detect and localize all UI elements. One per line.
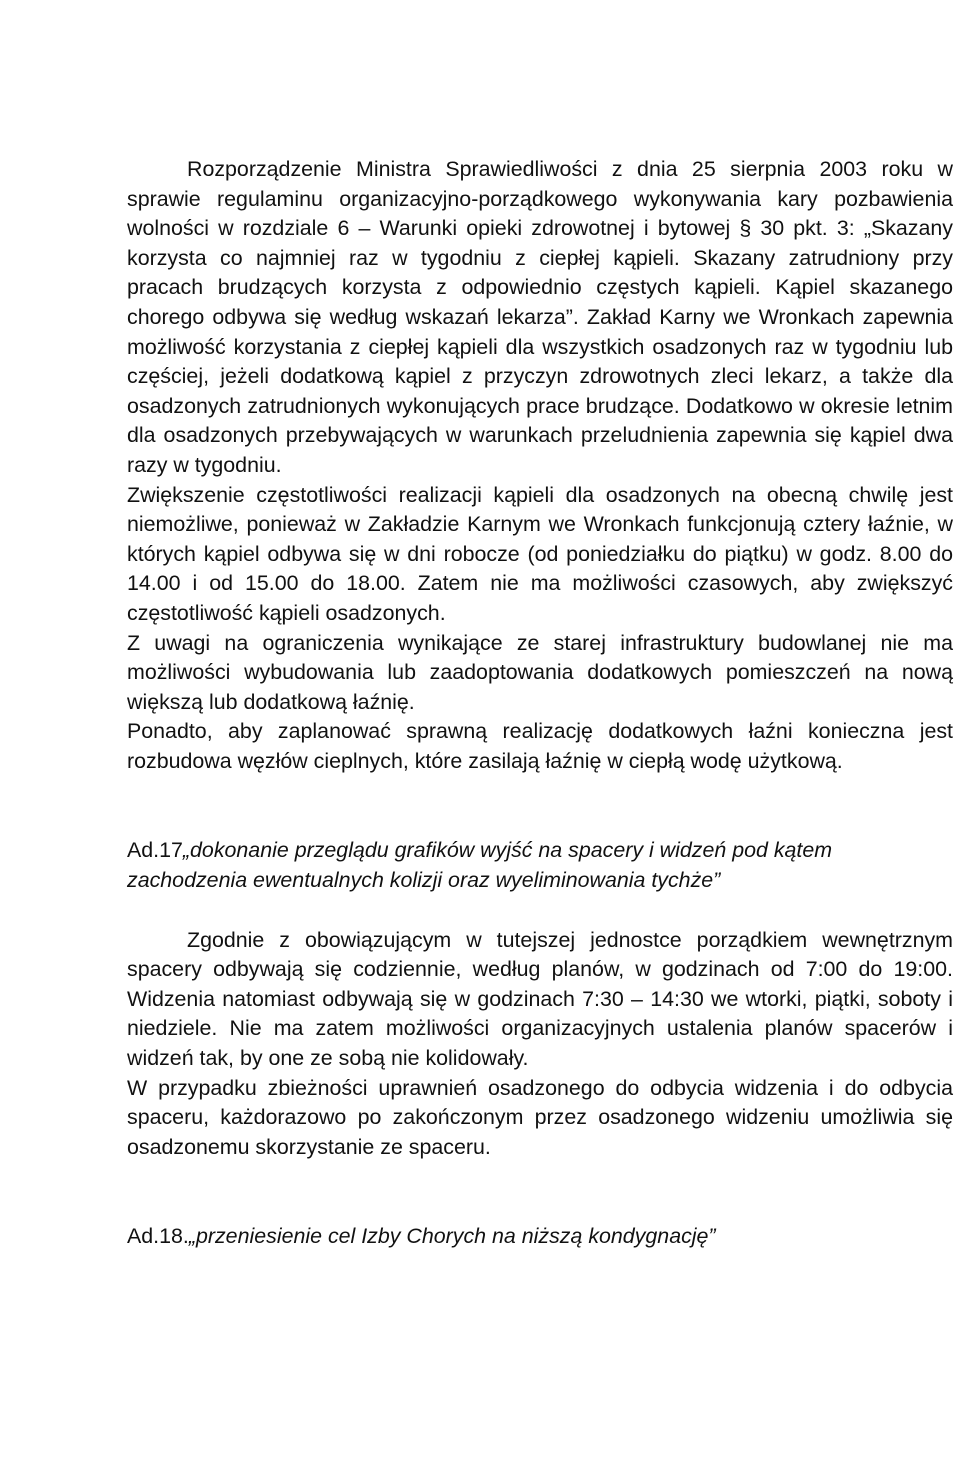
heading-ad18-title: „przeniesienie cel Izby Chorych na niższą kondygnację”	[188, 1224, 716, 1249]
paragraph-regulation-quote: Rozporządzenie Ministra Sprawiedliwości z dnia 25 sierpnia 2003 roku w sprawie regulaminu organizacyjno-porządkowego wykonywania kary pozbawienia wolności w rozdziale 6 – Warunki opieki zdrowotnej i bytowej § 30 pkt. 3: „Skazany korzysta co najmniej raz w tygodniu z ciepłej kąpieli. Skazany zatrudniony przy pracach brudzących korzysta z odpowiednio częstych kąpieli. Kąpiel skazanego chorego odbywa się według wskazań lekarza”. Zakład Karny we Wronkach zapewnia możliwość korzystania z ciepłej kąpieli dla wszystkich osadzonych raz w tygodniu lub częściej, jeżeli dodatkową kąpiel z przyczyn zdrowotnych zleci lekarz, a także dla osadzonych zatrudnionych wykonujących prace brudzące. Dodatkowo w okresie letnim dla osadzonych przebywających w warunkach przeludnienia zapewnia się kąpiel dwa razy w tygodniu.	[127, 157, 953, 477]
paragraph-frequency-limit: Zwiększenie częstotliwości realizacji kąpieli dla osadzonych na obecną chwilę jest niemożliwe, ponieważ w Zakładzie Karnym we Wronkach funkcjonują cztery łaźnie, w których kąpiel odbywa się w dni robocze (od poniedziałku do piątku) w godz. 8.00 do 14.00 i od 15.00 do 18.00. Zatem nie ma możliwości czasowych, aby zwiększyć częstotliwość kąpieli osadzonych.	[127, 482, 953, 625]
paragraph-walks-visits: Zgodnie z obowiązującym w tutejszej jednostce porządkiem wewnętrznym spacery odbywają się codziennie, według planów, w godzinach od 7:00 do 19:00. Widzenia natomiast odbywają się w godzinach 7:30 – 14:30 we wtorki, piątki, soboty i niedziele. Nie ma zatem możliwości organizacyjnych ustalenia planów spacerów i widzeń tak, by one ze sobą nie kolidowały.	[127, 927, 953, 1071]
paragraph-heating-nodes: Ponadto, aby zaplanować sprawną realizację dodatkowych łaźni konieczna jest rozbudowa węzłów cieplnych, które zasilają łaźnię w ciepłą wodę użytkową.	[127, 719, 953, 773]
heading-ad17-label: Ad.17	[127, 838, 183, 863]
paragraph-infrastructure: Z uwagi na ograniczenia wynikające ze starej infrastruktury budowlanej nie ma możliwości wybudowania lub zaadoptowania dodatkowych pomieszczeń na nową większą lub dodatkową łaźnię.	[127, 630, 953, 714]
heading-ad17	[127, 836, 953, 895]
heading-ad18-label: Ad.18.	[127, 1224, 189, 1249]
spacer	[127, 776, 953, 836]
paragraph-overlap-rule: W przypadku zbieżności uprawnień osadzonego do odbycia widzenia i do odbycia spaceru, każdorazowo po zakończonym przez osadzonego widzeniu umożliwia się osadzonemu skorzystanie ze spaceru.	[127, 1075, 953, 1159]
spacer	[127, 896, 953, 926]
heading-ad18	[127, 1222, 953, 1252]
document-page	[127, 155, 953, 1252]
heading-ad17-title: „dokonanie przeglądu grafików wyjść na spacery i widzeń pod kątem zachodzenia ewentualnych kolizji oraz wyeliminowania tychże”	[127, 838, 833, 893]
spacer	[127, 1162, 953, 1222]
